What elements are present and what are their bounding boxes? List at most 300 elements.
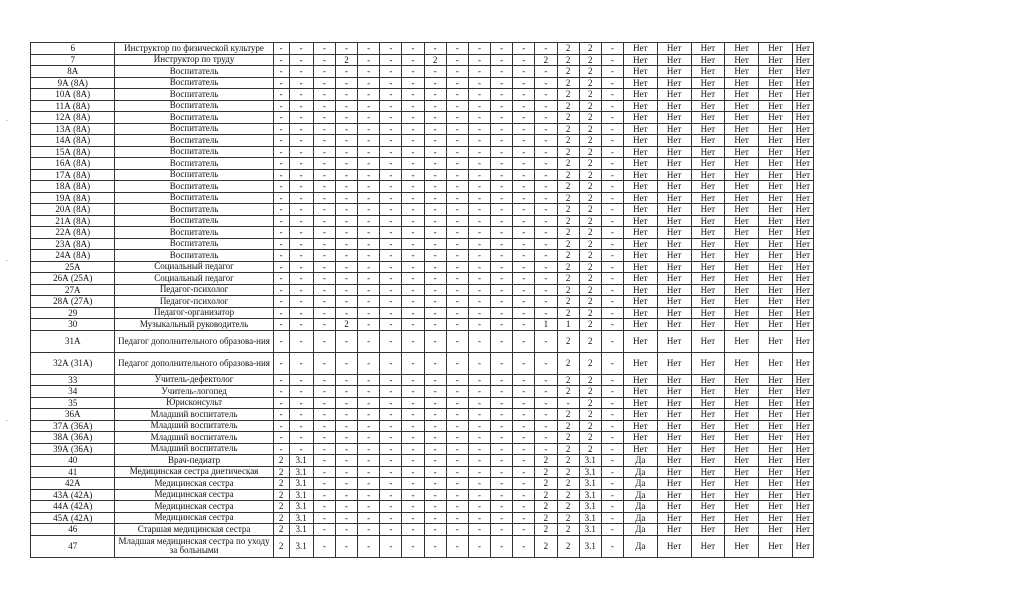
factor-cell: - bbox=[335, 112, 357, 124]
table-row bbox=[31, 466, 814, 478]
factor-cell: - bbox=[424, 535, 446, 557]
factor-cell: 3.1 bbox=[579, 455, 601, 467]
factor-cell: - bbox=[535, 273, 557, 285]
factor-cell: - bbox=[380, 112, 402, 124]
factor-cell: - bbox=[601, 250, 623, 262]
factor-cell: - bbox=[402, 296, 424, 308]
factor-cell: Нет bbox=[657, 215, 691, 227]
factor-cell: - bbox=[358, 296, 380, 308]
factor-cell: - bbox=[446, 135, 468, 147]
factor-cell: 3.1 bbox=[579, 501, 601, 513]
factor-cell: - bbox=[468, 535, 490, 557]
factor-cell: Нет bbox=[657, 466, 691, 478]
row-number: 7 bbox=[31, 54, 115, 66]
factor-cell: - bbox=[491, 409, 513, 421]
factor-cell: 2 bbox=[557, 77, 579, 89]
factor-cell: - bbox=[535, 146, 557, 158]
row-number: 8А bbox=[31, 66, 115, 78]
factor-cell: - bbox=[513, 501, 535, 513]
factor-cell: Нет bbox=[623, 123, 657, 135]
factor-cell: - bbox=[446, 455, 468, 467]
factor-cell: - bbox=[468, 89, 490, 101]
factor-cell: Нет bbox=[792, 181, 813, 193]
factor-cell: Нет bbox=[657, 43, 691, 55]
factor-cell: 3.1 bbox=[289, 535, 313, 557]
factor-cell: - bbox=[535, 169, 557, 181]
factor-cell: - bbox=[402, 192, 424, 204]
factor-cell: - bbox=[335, 146, 357, 158]
factor-cell: Нет bbox=[623, 386, 657, 398]
factor-cell: 2 bbox=[579, 330, 601, 352]
factor-cell: - bbox=[402, 432, 424, 444]
factor-cell: - bbox=[358, 374, 380, 386]
row-number: 38А (36А) bbox=[31, 432, 115, 444]
factor-cell: - bbox=[313, 386, 335, 398]
factor-cell: - bbox=[335, 181, 357, 193]
factor-cell: - bbox=[513, 261, 535, 273]
factor-cell: - bbox=[313, 374, 335, 386]
factor-cell: Нет bbox=[725, 215, 759, 227]
factor-cell: - bbox=[335, 478, 357, 490]
factor-cell: 2 bbox=[273, 478, 289, 490]
factor-cell: Нет bbox=[759, 432, 793, 444]
factor-cell: - bbox=[289, 66, 313, 78]
position-name: Инструктор по труду bbox=[115, 54, 273, 66]
factor-cell: - bbox=[601, 443, 623, 455]
factor-cell: - bbox=[601, 284, 623, 296]
factor-cell: Нет bbox=[623, 204, 657, 216]
factor-cell: - bbox=[535, 307, 557, 319]
factor-cell: - bbox=[380, 307, 402, 319]
table-row bbox=[31, 181, 814, 193]
factor-cell: 2 bbox=[579, 77, 601, 89]
factor-cell: - bbox=[513, 432, 535, 444]
factor-cell: - bbox=[358, 66, 380, 78]
factor-cell: Нет bbox=[657, 478, 691, 490]
factor-cell: - bbox=[380, 227, 402, 239]
factor-cell: - bbox=[601, 273, 623, 285]
factor-cell: 3.1 bbox=[579, 489, 601, 501]
factor-cell: - bbox=[424, 215, 446, 227]
factor-cell: 2 bbox=[557, 135, 579, 147]
factor-cell: Нет bbox=[691, 181, 725, 193]
factor-cell: Нет bbox=[691, 112, 725, 124]
factor-cell: - bbox=[535, 227, 557, 239]
position-name: Врач-педиатр bbox=[115, 455, 273, 467]
factor-cell: - bbox=[446, 273, 468, 285]
table-body bbox=[31, 43, 814, 558]
factor-cell: - bbox=[468, 432, 490, 444]
factor-cell: - bbox=[513, 77, 535, 89]
factor-cell: - bbox=[402, 169, 424, 181]
factor-cell: - bbox=[513, 512, 535, 524]
factor-cell: - bbox=[491, 181, 513, 193]
factor-cell: Нет bbox=[792, 169, 813, 181]
factor-cell: 2 bbox=[579, 307, 601, 319]
factor-cell: - bbox=[335, 455, 357, 467]
factor-cell: Нет bbox=[792, 89, 813, 101]
factor-cell: - bbox=[468, 204, 490, 216]
factor-cell: - bbox=[491, 89, 513, 101]
factor-cell: - bbox=[335, 169, 357, 181]
table-row bbox=[31, 386, 814, 398]
factor-cell: - bbox=[313, 443, 335, 455]
table-row bbox=[31, 455, 814, 467]
factor-cell: - bbox=[380, 66, 402, 78]
factor-cell: Нет bbox=[759, 158, 793, 170]
factor-cell: Нет bbox=[657, 146, 691, 158]
table-row bbox=[31, 512, 814, 524]
factor-cell: - bbox=[273, 66, 289, 78]
factor-cell: - bbox=[468, 54, 490, 66]
factor-cell: Нет bbox=[759, 135, 793, 147]
factor-cell: - bbox=[535, 43, 557, 55]
factor-cell: - bbox=[601, 227, 623, 239]
factor-cell: Нет bbox=[691, 455, 725, 467]
factor-cell: 2 bbox=[557, 261, 579, 273]
factor-cell: - bbox=[424, 158, 446, 170]
factor-cell: - bbox=[513, 204, 535, 216]
table-row bbox=[31, 284, 814, 296]
factor-cell: Нет bbox=[657, 181, 691, 193]
factor-cell: Нет bbox=[657, 284, 691, 296]
factor-cell: 2 bbox=[535, 501, 557, 513]
factor-cell: - bbox=[380, 432, 402, 444]
factor-cell: Нет bbox=[623, 238, 657, 250]
factor-cell: Нет bbox=[792, 352, 813, 374]
factor-cell: Нет bbox=[657, 535, 691, 557]
factor-cell: - bbox=[358, 352, 380, 374]
factor-cell: Нет bbox=[691, 123, 725, 135]
factor-cell: - bbox=[446, 501, 468, 513]
factor-cell: Нет bbox=[792, 215, 813, 227]
table-row bbox=[31, 319, 814, 331]
factor-cell: Нет bbox=[691, 135, 725, 147]
factor-cell: 2 bbox=[557, 535, 579, 557]
factor-cell: - bbox=[380, 250, 402, 262]
factor-cell: 2 bbox=[579, 273, 601, 285]
factor-cell: - bbox=[313, 466, 335, 478]
factor-cell: - bbox=[491, 319, 513, 331]
position-name: Воспитатель bbox=[115, 89, 273, 101]
factor-cell: - bbox=[289, 238, 313, 250]
factor-cell: - bbox=[380, 330, 402, 352]
factor-cell: - bbox=[468, 409, 490, 421]
factor-cell: - bbox=[273, 215, 289, 227]
factor-cell: Нет bbox=[657, 352, 691, 374]
row-number: 15А (8А) bbox=[31, 146, 115, 158]
factor-cell: - bbox=[601, 123, 623, 135]
factor-cell: Нет bbox=[691, 478, 725, 490]
factor-cell: Нет bbox=[691, 204, 725, 216]
factor-cell: - bbox=[289, 215, 313, 227]
factor-cell: - bbox=[468, 397, 490, 409]
factor-cell: Нет bbox=[657, 512, 691, 524]
factor-cell: - bbox=[313, 307, 335, 319]
row-number: 44А (42А) bbox=[31, 501, 115, 513]
factor-cell: Нет bbox=[657, 273, 691, 285]
factor-cell: - bbox=[601, 100, 623, 112]
factor-cell: Нет bbox=[792, 501, 813, 513]
factor-cell: 2 bbox=[335, 319, 357, 331]
factor-cell: - bbox=[380, 386, 402, 398]
factor-cell: - bbox=[273, 204, 289, 216]
factor-cell: - bbox=[402, 455, 424, 467]
factor-cell: - bbox=[535, 374, 557, 386]
factor-cell: - bbox=[380, 169, 402, 181]
factor-cell: - bbox=[289, 112, 313, 124]
factor-cell: Нет bbox=[657, 489, 691, 501]
factor-cell: - bbox=[313, 261, 335, 273]
factor-cell: Нет bbox=[691, 273, 725, 285]
factor-cell: - bbox=[468, 374, 490, 386]
position-name: Социальный педагог bbox=[115, 273, 273, 285]
factor-cell: Нет bbox=[792, 489, 813, 501]
factor-cell: - bbox=[535, 443, 557, 455]
position-name: Воспитатель bbox=[115, 204, 273, 216]
factor-cell: - bbox=[402, 386, 424, 398]
factor-cell: - bbox=[358, 512, 380, 524]
factor-cell: 2 bbox=[557, 192, 579, 204]
factor-cell: 2 bbox=[579, 100, 601, 112]
factor-cell: 2 bbox=[579, 146, 601, 158]
factor-cell: - bbox=[513, 330, 535, 352]
factor-cell: - bbox=[446, 319, 468, 331]
factor-cell: - bbox=[446, 443, 468, 455]
position-name: Воспитатель bbox=[115, 192, 273, 204]
factor-cell: - bbox=[289, 192, 313, 204]
table-row bbox=[31, 307, 814, 319]
factor-cell: - bbox=[601, 296, 623, 308]
factor-cell: - bbox=[601, 238, 623, 250]
factor-cell: - bbox=[358, 146, 380, 158]
factor-cell: Нет bbox=[792, 319, 813, 331]
factor-cell: - bbox=[535, 352, 557, 374]
factor-cell: - bbox=[273, 89, 289, 101]
factor-cell: - bbox=[313, 123, 335, 135]
factor-cell: - bbox=[313, 238, 335, 250]
factor-cell: Нет bbox=[725, 397, 759, 409]
factor-cell: Нет bbox=[623, 273, 657, 285]
table-row bbox=[31, 443, 814, 455]
factor-cell: Нет bbox=[792, 443, 813, 455]
factor-cell: - bbox=[335, 397, 357, 409]
factor-cell: Нет bbox=[759, 524, 793, 536]
factor-cell: - bbox=[468, 512, 490, 524]
table-row bbox=[31, 192, 814, 204]
factor-cell: - bbox=[513, 409, 535, 421]
factor-cell: Нет bbox=[759, 443, 793, 455]
factor-cell: 2 bbox=[273, 512, 289, 524]
factor-cell: - bbox=[313, 455, 335, 467]
factor-cell: 2 bbox=[557, 227, 579, 239]
factor-cell: - bbox=[424, 89, 446, 101]
factor-cell: Нет bbox=[623, 261, 657, 273]
factor-cell: - bbox=[446, 261, 468, 273]
factor-cell: Нет bbox=[725, 307, 759, 319]
factor-cell: - bbox=[402, 489, 424, 501]
table-row bbox=[31, 135, 814, 147]
factor-cell: - bbox=[446, 250, 468, 262]
factor-cell: - bbox=[313, 250, 335, 262]
factor-cell: - bbox=[513, 374, 535, 386]
factor-cell: - bbox=[335, 284, 357, 296]
position-name: Медицинская сестра bbox=[115, 478, 273, 490]
factor-cell: Нет bbox=[691, 284, 725, 296]
factor-cell: - bbox=[468, 169, 490, 181]
factor-cell: - bbox=[273, 307, 289, 319]
factor-cell: - bbox=[358, 319, 380, 331]
factor-cell: 2 bbox=[535, 54, 557, 66]
factor-cell: - bbox=[446, 284, 468, 296]
factor-cell: - bbox=[513, 192, 535, 204]
factor-cell: - bbox=[424, 478, 446, 490]
row-number: 12А (8А) bbox=[31, 112, 115, 124]
factor-cell: Нет bbox=[759, 352, 793, 374]
factor-cell: - bbox=[313, 432, 335, 444]
factor-cell: Нет bbox=[725, 261, 759, 273]
factor-cell: Нет bbox=[759, 192, 793, 204]
factor-cell: - bbox=[402, 273, 424, 285]
factor-cell: Нет bbox=[657, 261, 691, 273]
factor-cell: Нет bbox=[759, 512, 793, 524]
factor-cell: - bbox=[380, 123, 402, 135]
table-row bbox=[31, 89, 814, 101]
factor-cell: - bbox=[380, 158, 402, 170]
factor-cell: Нет bbox=[691, 501, 725, 513]
factor-cell: - bbox=[313, 501, 335, 513]
factor-cell: - bbox=[446, 89, 468, 101]
factor-cell: - bbox=[273, 158, 289, 170]
row-number: 19А (8А) bbox=[31, 192, 115, 204]
factor-cell: - bbox=[402, 204, 424, 216]
factor-cell: - bbox=[491, 273, 513, 285]
factor-cell: - bbox=[601, 478, 623, 490]
factor-cell: - bbox=[491, 204, 513, 216]
factor-cell: - bbox=[380, 524, 402, 536]
factor-cell: - bbox=[402, 420, 424, 432]
factor-cell: - bbox=[424, 135, 446, 147]
factor-cell: Нет bbox=[725, 273, 759, 285]
factor-cell: - bbox=[491, 146, 513, 158]
row-number: 37А (36А) bbox=[31, 420, 115, 432]
factor-cell: 2 bbox=[557, 466, 579, 478]
factor-cell: Нет bbox=[657, 77, 691, 89]
factor-cell: - bbox=[491, 443, 513, 455]
factor-cell: - bbox=[446, 409, 468, 421]
factor-cell: - bbox=[402, 524, 424, 536]
factor-cell: - bbox=[335, 215, 357, 227]
factor-cell: - bbox=[491, 112, 513, 124]
factor-cell: Нет bbox=[792, 43, 813, 55]
factor-cell: Нет bbox=[759, 215, 793, 227]
factor-cell: - bbox=[513, 307, 535, 319]
factor-cell: Нет bbox=[759, 181, 793, 193]
factor-cell: - bbox=[358, 409, 380, 421]
row-number: 20А (8А) bbox=[31, 204, 115, 216]
position-name: Старшая медицинская сестра bbox=[115, 524, 273, 536]
factor-cell: - bbox=[513, 43, 535, 55]
factor-cell: 2 bbox=[579, 227, 601, 239]
factor-cell: - bbox=[513, 443, 535, 455]
row-number: 21А (8А) bbox=[31, 215, 115, 227]
row-number: 32А (31А) bbox=[31, 352, 115, 374]
factor-cell: - bbox=[358, 478, 380, 490]
factor-cell: - bbox=[273, 261, 289, 273]
factor-cell: Нет bbox=[759, 397, 793, 409]
table-row bbox=[31, 420, 814, 432]
factor-cell: Нет bbox=[792, 386, 813, 398]
factor-cell: Нет bbox=[725, 43, 759, 55]
row-number: 36А bbox=[31, 409, 115, 421]
factor-cell: - bbox=[335, 273, 357, 285]
factor-cell: Нет bbox=[759, 238, 793, 250]
factor-cell: - bbox=[491, 66, 513, 78]
factor-cell: - bbox=[402, 54, 424, 66]
position-name: Воспитатель bbox=[115, 227, 273, 239]
factor-cell: - bbox=[491, 386, 513, 398]
factor-cell: 2 bbox=[557, 432, 579, 444]
factor-cell: - bbox=[273, 238, 289, 250]
factor-cell: - bbox=[535, 77, 557, 89]
factor-cell: 2 bbox=[579, 261, 601, 273]
factor-cell: 2 bbox=[579, 135, 601, 147]
factor-cell: 2 bbox=[535, 535, 557, 557]
factor-cell: - bbox=[535, 158, 557, 170]
factor-cell: - bbox=[402, 307, 424, 319]
factor-cell: - bbox=[313, 146, 335, 158]
factor-cell: Нет bbox=[623, 227, 657, 239]
factor-cell: - bbox=[468, 227, 490, 239]
factor-cell: - bbox=[491, 296, 513, 308]
factor-cell: Нет bbox=[657, 420, 691, 432]
factor-cell: 2 bbox=[273, 524, 289, 536]
factor-cell: - bbox=[468, 43, 490, 55]
factor-cell: - bbox=[313, 66, 335, 78]
factor-cell: Нет bbox=[691, 192, 725, 204]
factor-cell: Нет bbox=[759, 204, 793, 216]
row-number: 28А (27А) bbox=[31, 296, 115, 308]
position-name: Медицинская сестра диетическая bbox=[115, 466, 273, 478]
row-number: 26А (25А) bbox=[31, 273, 115, 285]
factor-cell: Нет bbox=[691, 524, 725, 536]
factor-cell: - bbox=[380, 181, 402, 193]
factor-cell: Да bbox=[623, 512, 657, 524]
factor-cell: - bbox=[273, 146, 289, 158]
factor-cell: - bbox=[468, 466, 490, 478]
factor-cell: - bbox=[289, 296, 313, 308]
factor-cell: - bbox=[424, 227, 446, 239]
position-name: Медицинская сестра bbox=[115, 489, 273, 501]
factor-cell: Нет bbox=[759, 250, 793, 262]
factor-cell: Нет bbox=[725, 409, 759, 421]
factor-cell: - bbox=[402, 77, 424, 89]
factor-cell: - bbox=[358, 192, 380, 204]
factor-cell: - bbox=[513, 158, 535, 170]
factor-cell: Нет bbox=[792, 158, 813, 170]
factor-cell: - bbox=[535, 123, 557, 135]
factor-cell: - bbox=[313, 112, 335, 124]
factor-cell: Нет bbox=[657, 158, 691, 170]
factor-cell: - bbox=[380, 501, 402, 513]
factor-cell: - bbox=[335, 330, 357, 352]
factor-cell: - bbox=[468, 146, 490, 158]
factor-cell: - bbox=[335, 77, 357, 89]
factor-cell: - bbox=[402, 352, 424, 374]
factor-cell: - bbox=[358, 501, 380, 513]
factor-cell: Да bbox=[623, 524, 657, 536]
factor-cell: Нет bbox=[725, 192, 759, 204]
